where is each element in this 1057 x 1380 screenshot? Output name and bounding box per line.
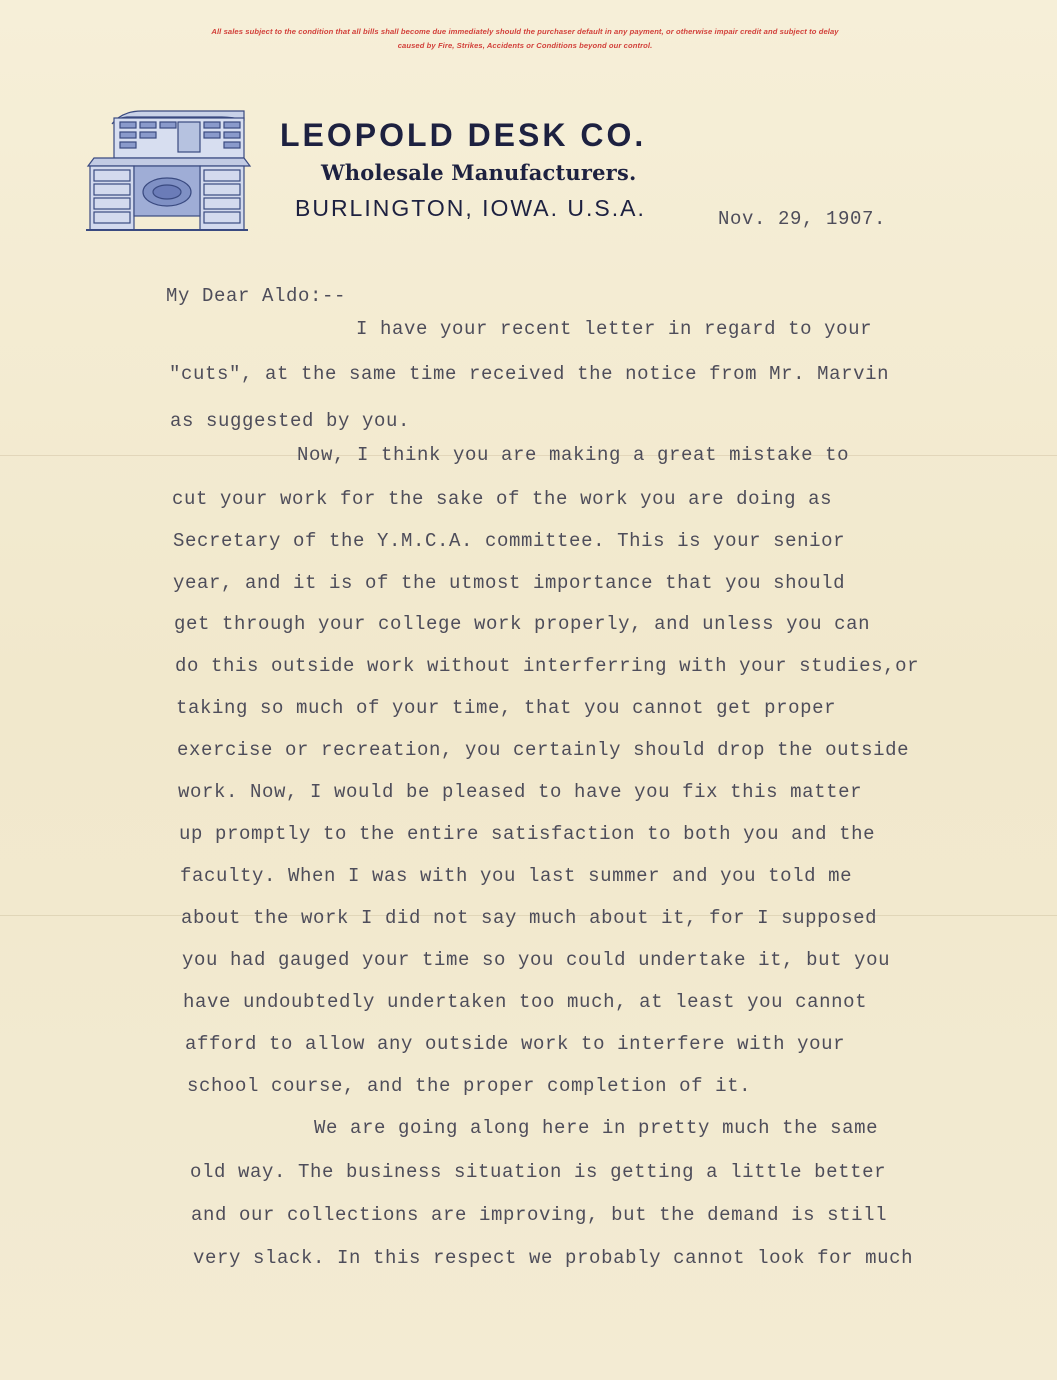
body-line: afford to allow any outside work to interfere with your: [185, 1033, 846, 1055]
body-line: school course, and the proper completion of it.: [187, 1075, 752, 1097]
body-line: year, and it is of the utmost importance that you should: [173, 572, 846, 594]
body-line: work. Now, I would be pleased to have you fix this matter: [178, 781, 863, 803]
body-line: have undoubtedly undertaken too much, at least you cannot: [183, 991, 868, 1013]
body-line: exercise or recreation, you certainly should drop the outside: [177, 739, 910, 761]
company-name: LEOPOLD DESK CO.: [280, 117, 647, 153]
disclaimer-line-1: All sales subject to the condition that all bills shall become due immediately should the purchaser default in any payment, or otherwise impair credit and subject to delay: [211, 27, 839, 36]
body-line: old way. The business situation is getting a little better: [190, 1161, 887, 1183]
body-line: do this outside work without interferring with your studies,or: [175, 655, 920, 677]
company-address: BURLINGTON, IOWA. U.S.A.: [295, 195, 646, 221]
body-line: cut your work for the sake of the work you are doing as: [172, 488, 833, 510]
body-line: very slack. In this respect we probably cannot look for much: [193, 1247, 914, 1269]
roll-top-desk-icon: [82, 108, 252, 236]
body-line: We are going along here in pretty much the same: [314, 1117, 879, 1139]
body-line: up promptly to the entire satisfaction to both you and the: [179, 823, 876, 845]
body-line: as suggested by you.: [170, 410, 411, 432]
body-line: faculty. When I was with you last summer and you told me: [180, 865, 853, 887]
body-line: about the work I did not say much about it, for I supposed: [181, 907, 878, 929]
disclaimer-line-2: caused by Fire, Strikes, Accidents or Conditions beyond our control.: [397, 41, 653, 50]
company-tagline: Wholesale Manufacturers.: [321, 160, 637, 185]
salutation: My Dear Aldo:--: [166, 285, 347, 307]
body-line: you had gauged your time so you could undertake it, but you: [182, 949, 891, 971]
body-line: I have your recent letter in regard to your: [356, 318, 873, 340]
body-line: Secretary of the Y.M.C.A. committee. This is your senior: [173, 530, 846, 552]
body-line: get through your college work properly, and unless you can: [174, 613, 871, 635]
body-line: taking so much of your time, that you cannot get proper: [176, 697, 837, 719]
letter-date: Nov. 29, 1907.: [718, 208, 887, 230]
body-line: Now, I think you are making a great mistake to: [297, 444, 850, 466]
body-line: "cuts", at the same time received the notice from Mr. Marvin: [169, 363, 890, 385]
body-line: and our collections are improving, but the demand is still: [191, 1204, 888, 1226]
